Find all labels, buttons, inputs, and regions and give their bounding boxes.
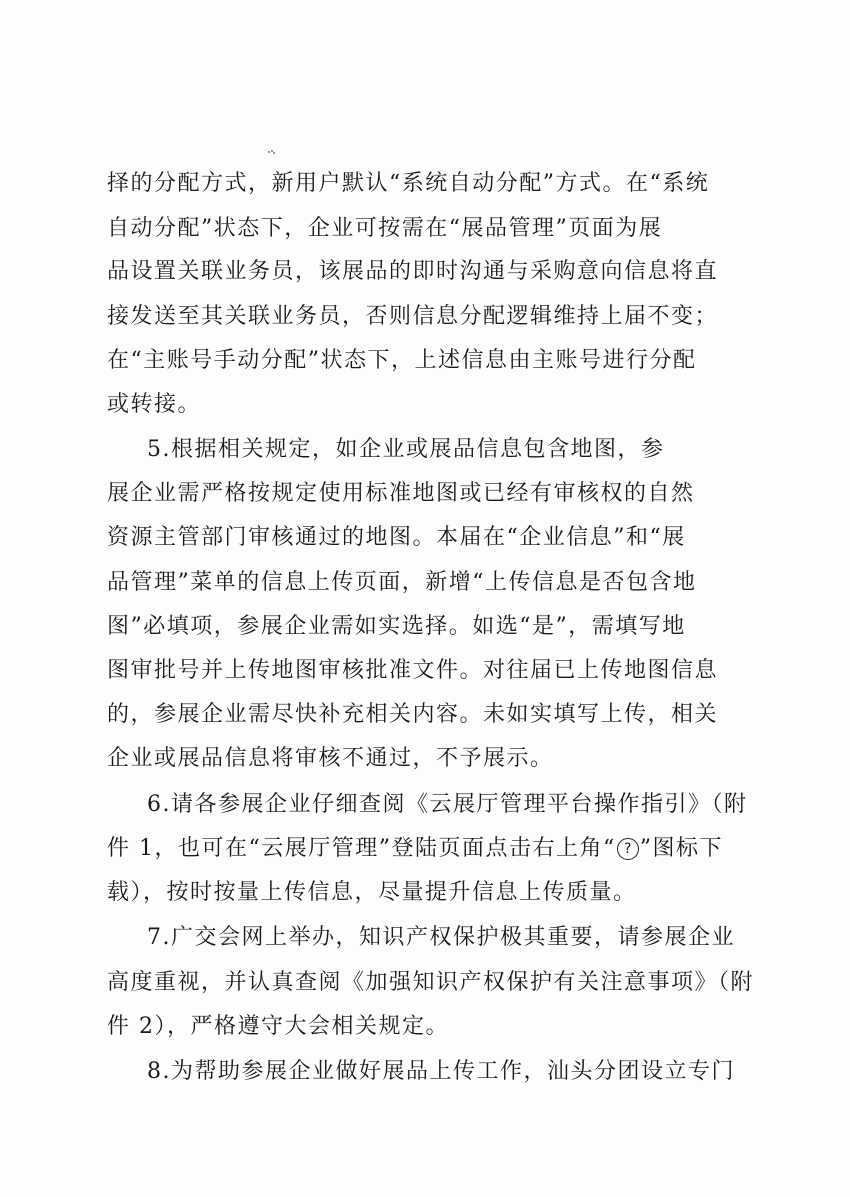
paragraph-7-line-2: 高度重视，并认真查阅《加强知识产权保护有关注意事项》（附 [107,970,755,995]
paragraph-5-line-1: 5.根据相关规定，如企业或展品信息包含地图，参 [147,437,665,462]
paragraph-4-line-3: 品设置关联业务员，该展品的即时沟通与采购意向信息将直 [107,259,719,284]
paragraph-5-line-6: 图审批号并上传地图审核批准文件。对往届已上传地图信息 [107,658,719,683]
paragraph-7-line-1: 7.广交会网上举办，知识产权保护极其重要，请参展企业 [147,925,735,950]
paragraph-6-line-2-text-a: 件 1，也可在“云展厅管理”登陆页面点击右上角“ [107,836,616,861]
paragraph-6-line-3: 载），按时按量上传信息，尽量提升信息上传质量。 [107,880,637,905]
paragraph-7-line-3: 件 2），严格遵守大会相关规定。 [107,1014,449,1039]
paragraph-5-line-8: 企业或展品信息将审核不通过，不予展示。 [107,746,554,771]
paragraph-5-line-3: 资源主管部门审核通过的地图。本届在“企业信息”和“展 [107,525,686,550]
scan-speck [268,150,276,154]
paragraph-6-line-2 [0,834,850,864]
paragraph-6-line-2-text-b: ”图标下 [639,836,723,861]
paragraph-6-line-1: 6.请各参展企业仔细查阅《云展厅管理平台操作指引》（附 [147,792,748,817]
paragraph-8-line-1: 8.为帮助参展企业做好展品上传工作，汕头分团设立专门 [147,1059,735,1084]
paragraph-4-line-5: 在“主账号手动分配”状态下，上述信息由主账号进行分配 [107,348,697,373]
paragraph-4-line-2: 自动分配”状态下，企业可按需在“展品管理”页面为展 [107,216,663,241]
help-icon: ? [617,838,639,860]
paragraph-4-line-6: 或转接。 [107,392,202,417]
paragraph-5-line-7: 的，参展企业需尽快补充相关内容。未如实填写上传，相关 [107,702,719,727]
paragraph-5-line-5: 图”必填项，参展企业需如实选择。如选“是”，需填写地 [107,614,686,639]
paragraph-5-line-2: 展企业需严格按规定使用标准地图或已经有审核权的自然 [107,481,695,506]
paragraph-5-line-4: 品管理”菜单的信息上传页面，新增“上传信息是否包含地 [107,570,697,595]
paragraph-4-line-1: 择的分配方式，新用户默认“系统自动分配”方式。在“系统 [107,171,710,196]
paragraph-4-line-4: 接发送至其关联业务员，否则信息分配逻辑维持上届不变； [107,304,719,329]
